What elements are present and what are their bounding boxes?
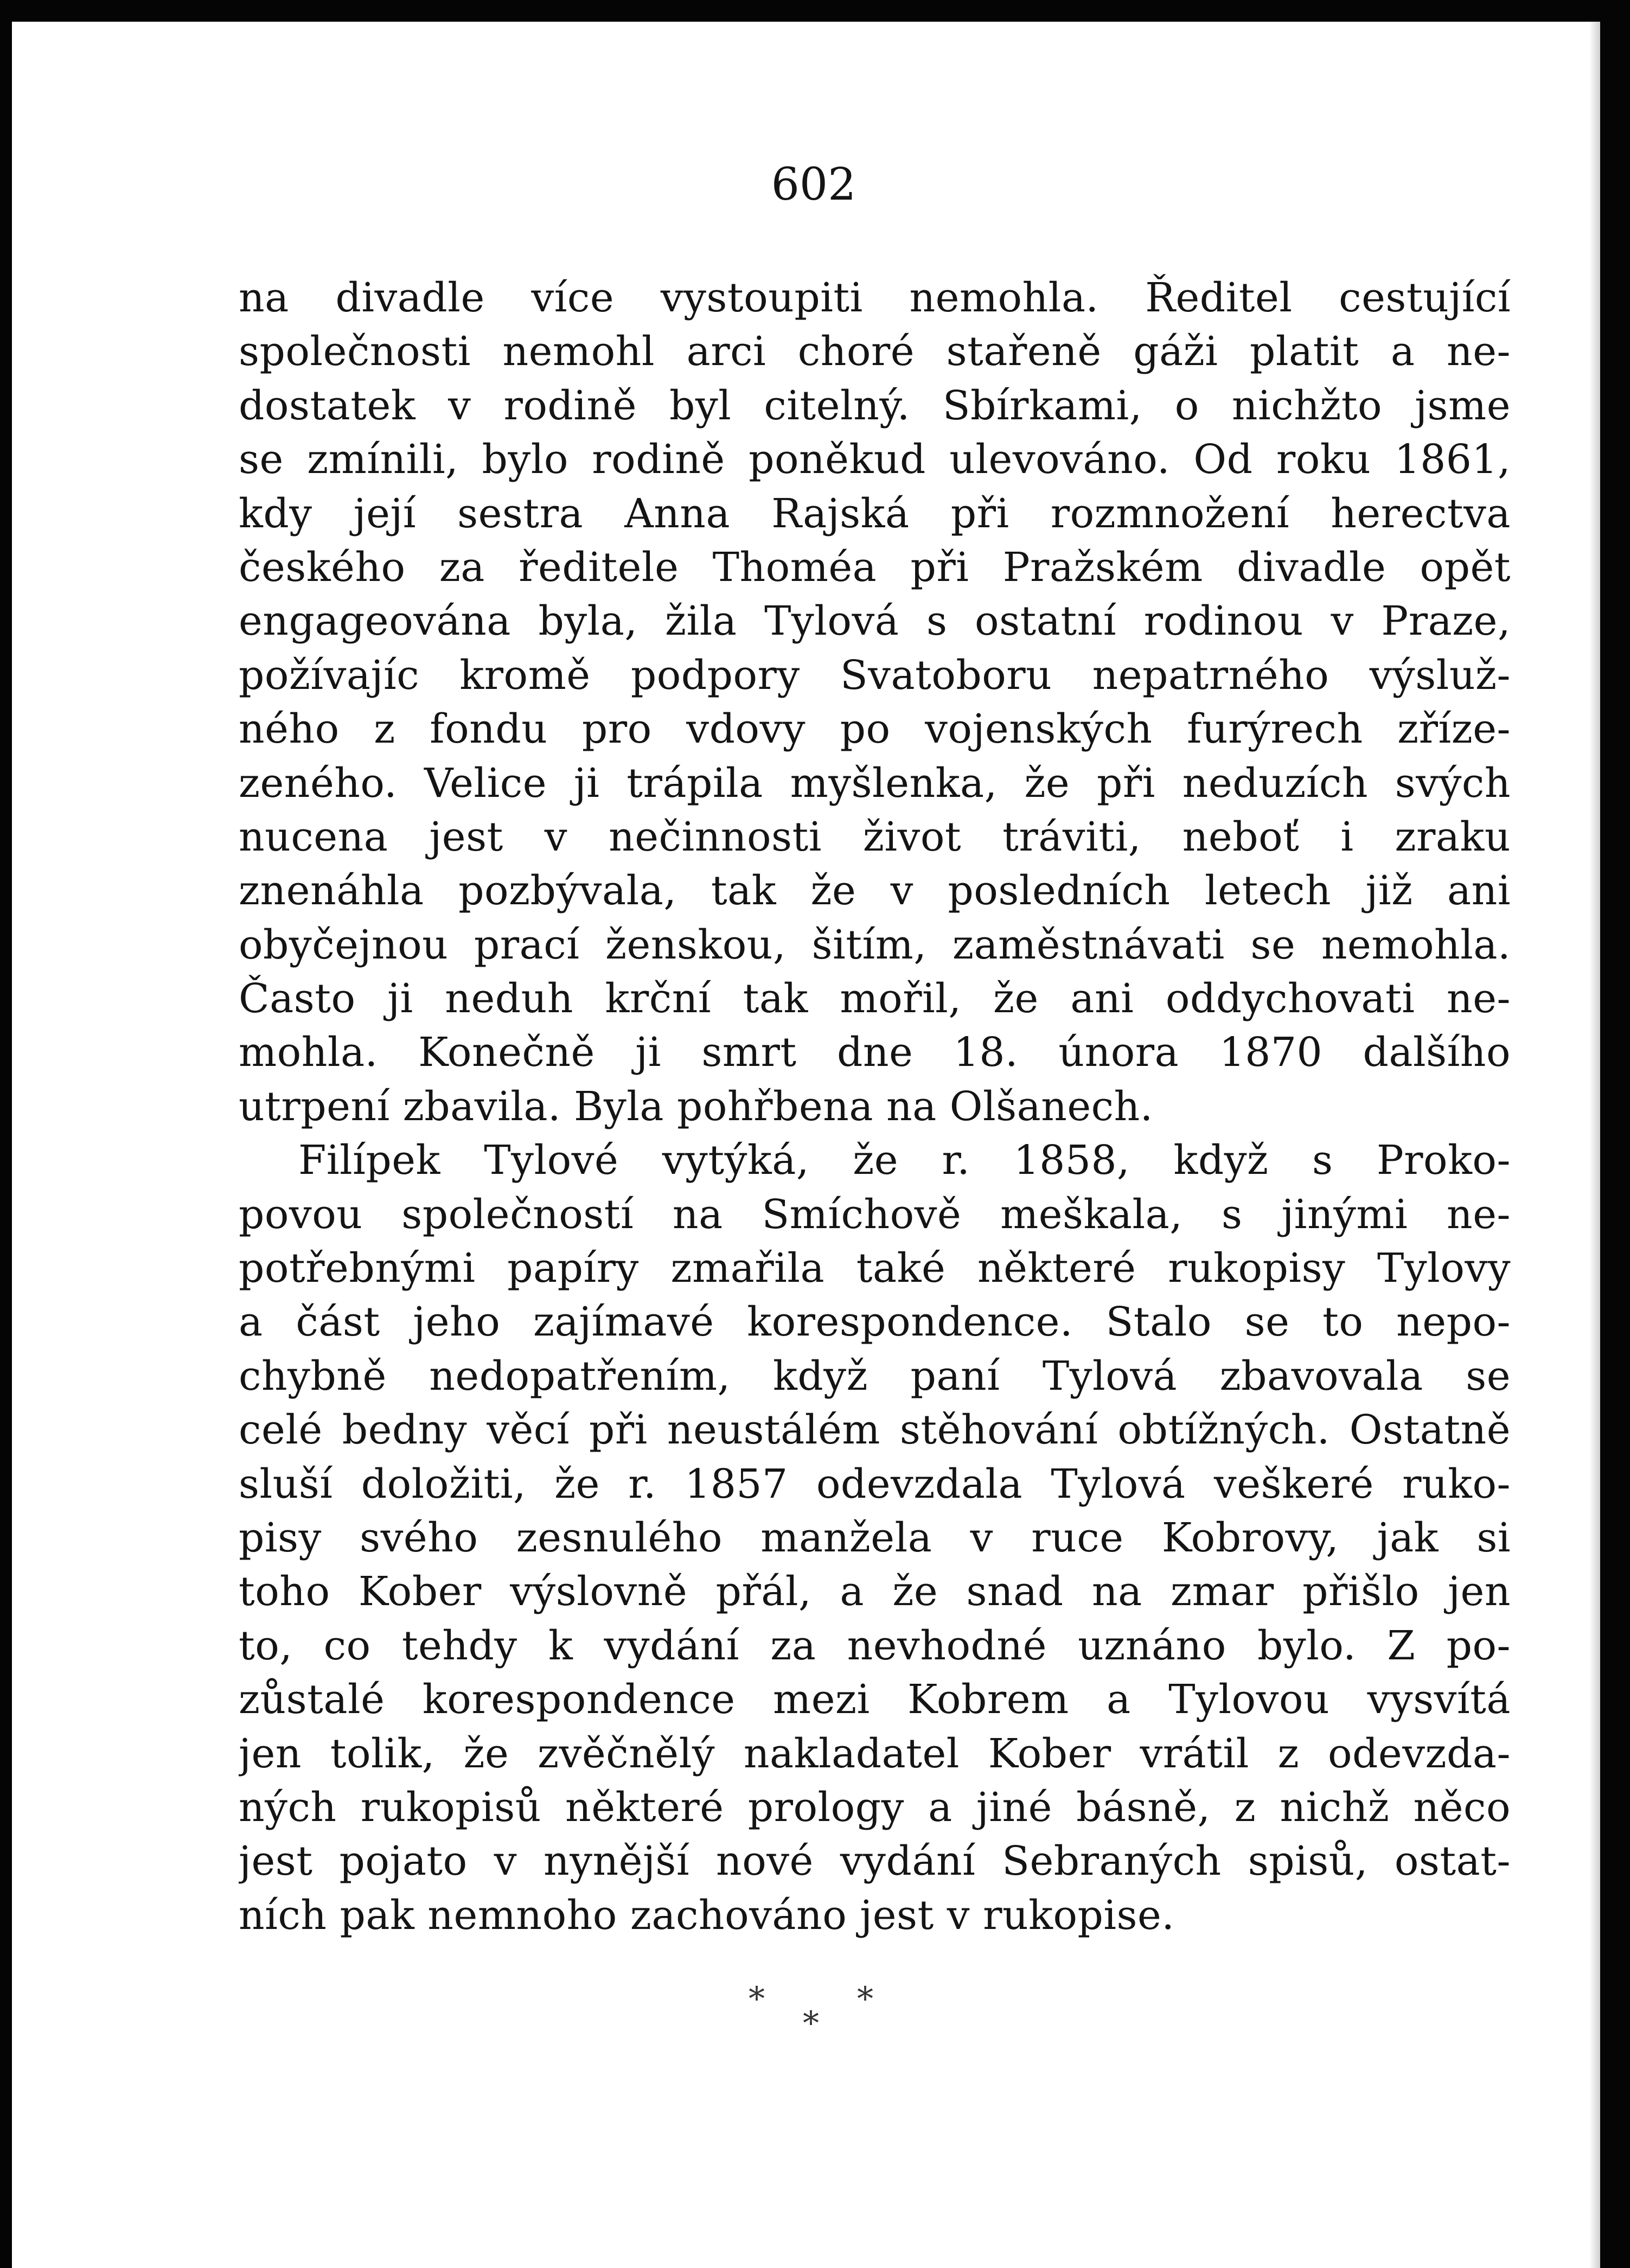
text-line: znenáhla pozbývala, tak že v posledních letech již ani [239,867,1511,915]
text-line: českého za ředitele Thoméa při Pražském divadle opět [239,544,1511,591]
text-line: nucena jest v nečinnosti život tráviti, neboť i zraku [239,813,1511,860]
scan-border-left [0,0,12,2268]
text-line: zůstalé korespondence mezi Kobrem a Tylovou vysvítá [239,1676,1511,1723]
asterisk-glyph: * [749,1980,765,2018]
text-line: Často ji neduh krční tak mořil, že ani oddychovati ne- [239,975,1511,1023]
text-line: a část jeho zajímavé korespondence. Stalo se to nepo- [239,1299,1511,1346]
text-line: celé bedny věcí při neustálém stěhování obtížných. Ostatně [239,1407,1511,1454]
body-text [239,271,1511,1943]
text-line: ních pak nemnoho zachováno jest v rukopise. [239,1892,1175,1939]
text-line: na divadle více vystoupiti nemohla. Ředitel cestující [239,274,1511,321]
section-ornament [705,1980,1031,2042]
text-line: jest pojato v nynější nové vydání Sebraných spisů, ostat- [239,1838,1511,1885]
text-line: povou společností na Smíchově meškala, s jinými ne- [239,1191,1511,1238]
scan-border-right [1600,0,1630,2268]
text-line: obyčejnou prací ženskou, šitím, zaměstnávati se nemohla. [239,921,1511,968]
asterisk-glyph: * [857,1980,873,2018]
text-line: ného z fondu pro vdovy po vojenských furýrech zříze- [239,706,1511,753]
text-line: požívajíc kromě podpory Svatoboru nepatrného výsluž- [239,651,1511,699]
text-line: pisy svého zesnulého manžela v ruce Kobrovy, jak si [239,1514,1511,1561]
text-line: Filípek Tylové vytýká, že r. 1858, když s Proko- [298,1137,1511,1184]
text-line: sluší doložiti, že r. 1857 odevzdala Tylová veškeré ruko- [239,1460,1511,1507]
text-line: to, co tehdy k vydání za nevhodné uznáno bylo. Z po- [239,1622,1511,1669]
text-line: se zmínili, bylo rodině poněkud ulevováno. Od roku 1861, [239,436,1511,483]
text-line: společnosti nemohl arci choré stařeně gáži platit a ne- [239,328,1511,375]
page-edge-shadow [1589,22,1600,2268]
text-line: jen tolik, že zvěčnělý nakladatel Kober vrátil z odevzda- [239,1730,1511,1777]
text-line: chybně nedopatřením, když paní Tylová zbavovala se [239,1352,1511,1400]
text-line: engageována byla, žila Tylová s ostatní rodinou v Praze, [239,598,1511,645]
scan-border-top [0,0,1630,22]
page-number: 602 [771,159,856,210]
text-line: kdy její sestra Anna Rajská při rozmnožení herectva [239,490,1511,537]
text-line: potřebnými papíry zmařila také některé rukopisy Tylovy [239,1245,1511,1292]
text-line: utrpení zbavila. Byla pohřbena na Olšanech. [239,1083,1153,1130]
text-line: ných rukopisů některé prology a jiné básně, z nichž něco [239,1784,1511,1831]
text-line: dostatek v rodině byl citelný. Sbírkami, o nichžto jsme [239,382,1511,429]
text-line: zeného. Velice ji trápila myšlenka, že při neduzích svých [239,759,1511,807]
text-line: toho Kober výslovně přál, a že snad na zmar přišlo jen [239,1568,1511,1615]
asterisk-glyph: * [803,2004,819,2042]
text-line: mohla. Konečně ji smrt dne 18. února 1870 dalšího [239,1029,1511,1076]
